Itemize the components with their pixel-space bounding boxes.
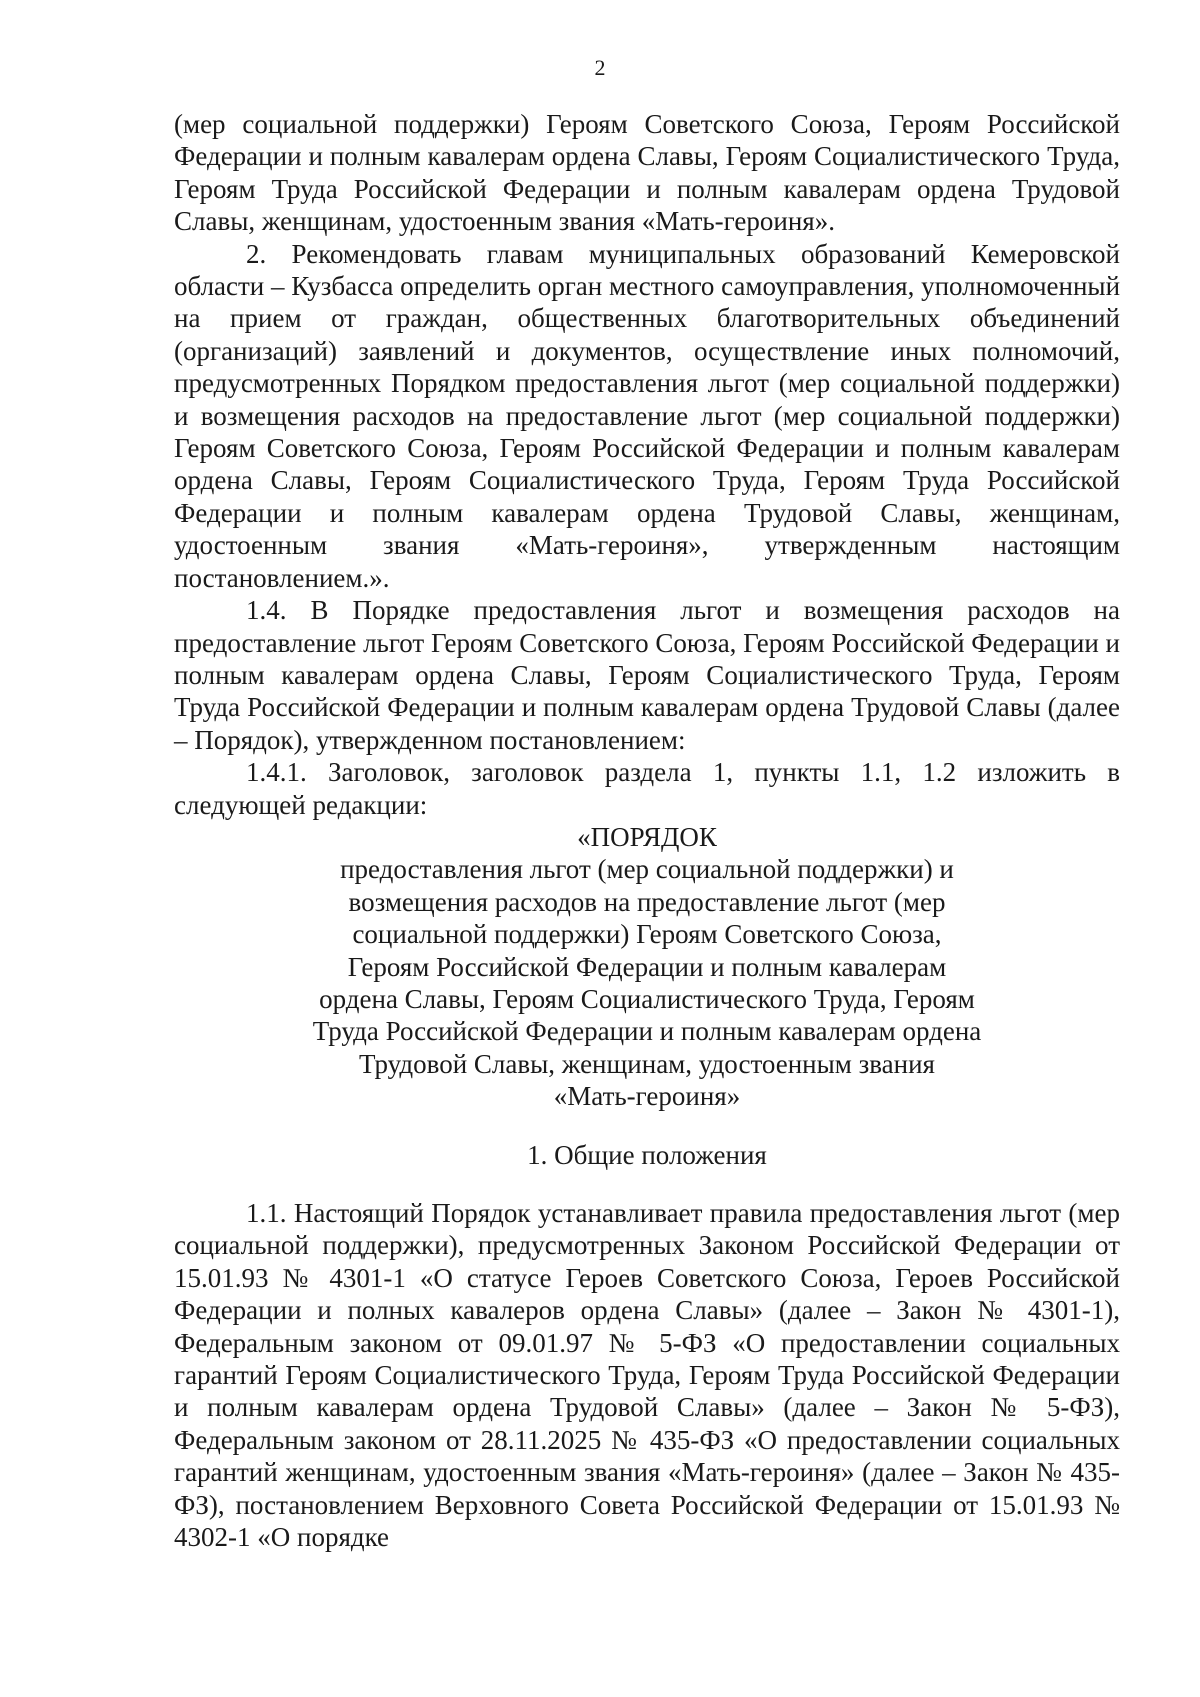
order-title-line: Труда Российской Федерации и полным кавалерам ордена [312, 1016, 982, 1047]
order-title-line: «Мать-героиня» [553, 1081, 741, 1112]
order-title-line: Трудовой Славы, женщинам, удостоенным звания [359, 1048, 935, 1079]
paragraph-item-1-4-1: 1.4.1. Заголовок, заголовок раздела 1, пункты 1.1, 1.2 изложить в следующей редакции: [174, 757, 1120, 820]
order-title-line: предоставления льгот (мер социальной поддержки) и [340, 854, 954, 885]
order-title [174, 821, 1120, 1113]
paragraph-item-1-4: 1.4. В Порядке предоставления льгот и возмещения расходов на предоставление льгот Героям Советского Союза, Героям Российской Федерации и полным кавалерам ордена Славы, Героям Социалистического Труда, Героям Труда Российской Федерации и полным кавалерам ордена Трудовой Славы (далее – Порядок), утвержденном постановлением: [174, 595, 1120, 755]
paragraph-continuation: (мер социальной поддержки) Героям Советского Союза, Героям Российской Федерации и полным кавалерам ордена Славы, Героям Социалистического Труда, Героям Труда Российской Федерации и полным кавалерам ордена Трудовой Славы, женщинам, удостоенным звания «Мать-героиня». [174, 109, 1120, 237]
order-title-line: Героям Российской Федерации и полным кавалерам [347, 951, 947, 982]
order-title-line: социальной поддержки) Героям Советского Союза, [352, 919, 942, 950]
section-heading: 1. Общие положения [527, 1139, 767, 1170]
order-title-line: «ПОРЯДОК [577, 821, 717, 852]
paragraph-item-2: 2. Рекомендовать главам муниципальных образований Кемеровской области – Кузбасса определить орган местного самоуправления, уполномоченный на прием от граждан, общественных благотворительных объединений (организаций) заявлений и документов, осуществление иных полномочий, предусмотренных Порядком предоставления льгот (мер социальной поддержки) и возмещения расходов на предоставление льгот (мер социальной поддержки) Героям Советского Союза, Героям Российской Федерации и полным кавалерам ордена Славы, Героям Социалистического Труда, Героям Труда Российской Федерации и полным кавалерам ордена Трудовой Славы, женщинам, удостоенным звания «Мать-героиня», утвержденным настоящим постановлением.». [174, 238, 1121, 593]
document-body [174, 108, 1120, 1553]
order-title-line: возмещения расходов на предоставление льгот (мер [348, 886, 946, 917]
order-title-line: ордена Славы, Героям Социалистического Труда, Героям [319, 983, 975, 1014]
page-number: 2 [594, 55, 606, 80]
paragraph-item-1-1: 1.1. Настоящий Порядок устанавливает правила предоставления льгот (мер социальной поддержки), предусмотренных Законом Российской Федерации от 15.01.93 № 4301-1 «О статусе Героев Советского Союза, Героев Российской Федерации и полных кавалеров ордена Славы» (далее – Закон № 4301-1), Федеральным законом от 09.01.97 № 5-ФЗ «О предоставлении социальных гарантий Героям Социалистического Труда, Героям Труда Российской Федерации и полным кавалерам ордена Трудовой Славы» (далее – Закон № 5-ФЗ), Федеральным законом от 28.11.2025 № 435-ФЗ «О предоставлении социальных гарантий женщинам, удостоенным звания «Мать-героиня» (далее – Закон № 435-ФЗ), постановлением Верховного Совета Российской Федерации от 15.01.93 № 4302-1 «О порядке [174, 1198, 1120, 1553]
